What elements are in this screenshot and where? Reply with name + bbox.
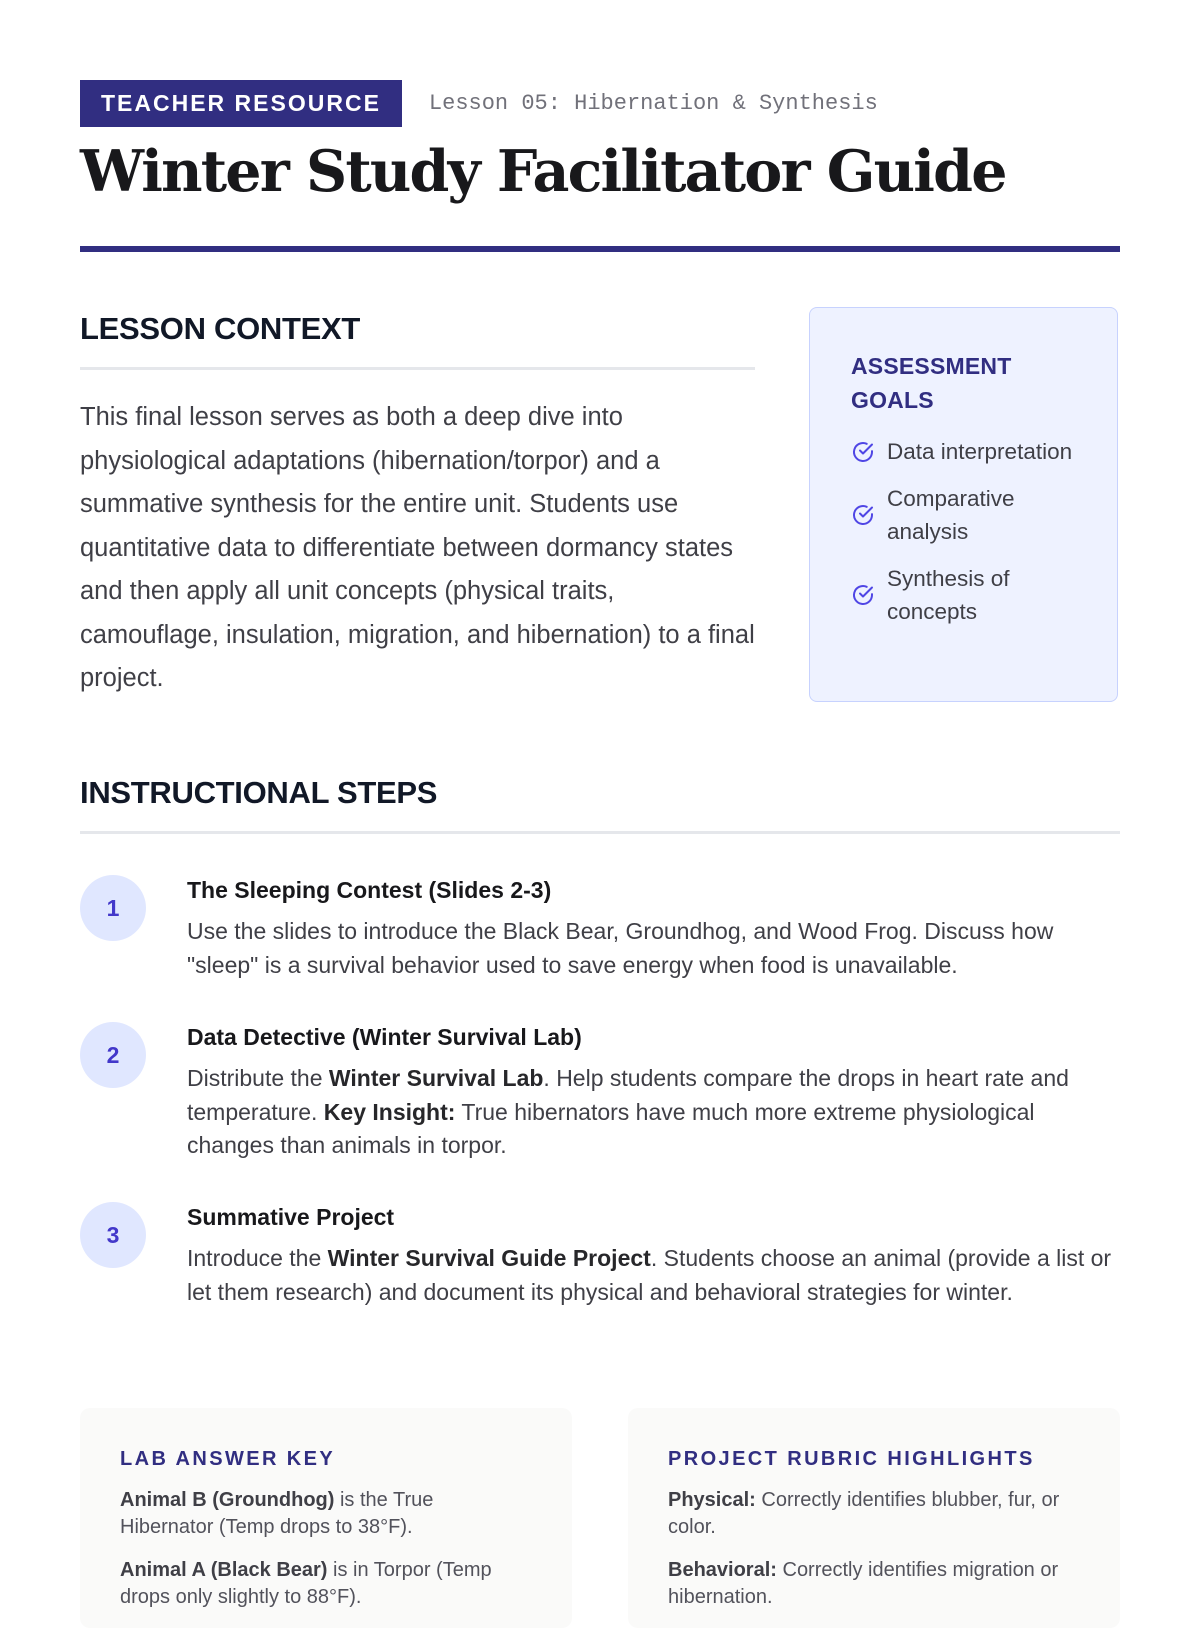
check-circle-icon (851, 583, 875, 607)
teacher-resource-badge: TEACHER RESOURCE (80, 80, 402, 127)
goal-text: Data interpretation (887, 439, 1073, 464)
answer-key-item: Animal B (Groundhog) is the True Hibernator (Temp drops to 38°F). (120, 1489, 434, 1538)
step-title: Data Detective (Winter Survival Lab) (187, 1024, 582, 1050)
step-number-badge: 3 (80, 1202, 146, 1268)
goal-text: Comparative analysis (887, 486, 1015, 544)
instructional-steps-section (80, 775, 1120, 834)
lab-answer-key-card (80, 1408, 572, 1628)
step-description: Introduce the Winter Survival Guide Project. Students choose an animal (provide a list or let them research) and document its physical and behavioral strategies for winter. (187, 1245, 1112, 1305)
answer-key-title: LAB ANSWER KEY (120, 1448, 336, 1470)
goal-item (851, 435, 1097, 468)
lesson-context-section (80, 311, 755, 726)
goal-item (851, 562, 1097, 628)
section-divider (80, 367, 755, 370)
check-circle-icon (851, 503, 875, 527)
rubric-item: Behavioral: Correctly identifies migration or hibernation. (668, 1559, 1059, 1608)
lesson-context-heading: LESSON CONTEXT (80, 311, 360, 346)
check-circle-icon (851, 440, 875, 464)
header-meta (80, 80, 878, 127)
project-rubric-card (628, 1408, 1120, 1628)
lesson-context-body: This final lesson serves as both a deep dive into physiological adaptations (hibernation/torpor) and a summative synthesis for the entire unit. Students use quantitative data to differentiate between dormancy states and then apply all unit concepts (physical traits, camouflage, insulation, migration, and hibernation) to a final project. (80, 403, 755, 692)
assessment-goals-title: ASSESSMENT GOALS (851, 353, 1012, 413)
step-number-badge: 2 (80, 1022, 146, 1088)
step-title: Summative Project (187, 1204, 395, 1230)
page-title: Winter Study Facilitator Guide (80, 138, 1006, 205)
goal-item (851, 482, 1097, 548)
step-description: Use the slides to introduce the Black Bear, Groundhog, and Wood Frog. Discuss how "sleep" is a survival behavior used to save energy when food is unavailable. (187, 918, 1054, 978)
title-divider (80, 246, 1120, 252)
goal-text: Synthesis of concepts (887, 566, 1010, 624)
assessment-goals-panel (809, 307, 1118, 702)
step-number-badge: 1 (80, 875, 146, 941)
rubric-item: Physical: Correctly identifies blubber, fur, or color. (668, 1489, 1060, 1538)
step-description: Distribute the Winter Survival Lab. Help students compare the drops in heart rate and temperature. Key Insight: True hibernators have much more extreme physiological changes than animals in torpor. (187, 1065, 1069, 1158)
step-title: The Sleeping Contest (Slides 2-3) (187, 877, 552, 903)
instructional-steps-heading: INSTRUCTIONAL STEPS (80, 775, 438, 810)
lesson-label: Lesson 05: Hibernation & Synthesis (428, 91, 878, 116)
rubric-title: PROJECT RUBRIC HIGHLIGHTS (668, 1448, 1035, 1470)
section-divider (80, 831, 1120, 834)
answer-key-item: Animal A (Black Bear) is in Torpor (Temp drops only slightly to 88°F). (120, 1559, 492, 1608)
assessment-goals-list (851, 435, 1097, 628)
